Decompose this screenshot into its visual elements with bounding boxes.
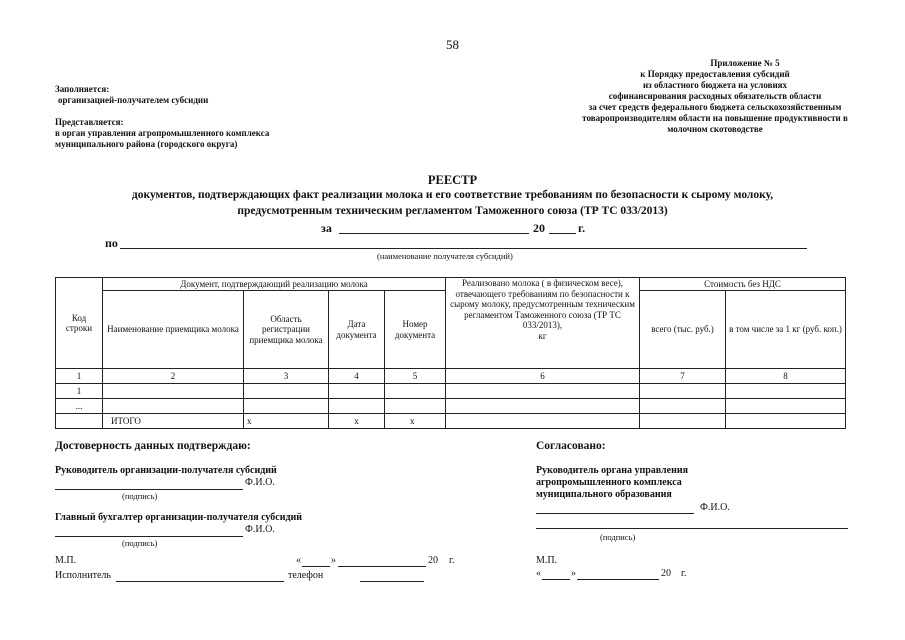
agreed-fio: Ф.И.О.: [700, 502, 730, 513]
total-sum[interactable]: [640, 414, 726, 429]
col-number-5: 5: [385, 369, 446, 384]
col-number-1: 1: [56, 369, 103, 384]
agreed-year-suffix: г.: [681, 568, 687, 579]
page-number: 58: [446, 37, 459, 52]
title-line-2: предусмотренным техническим регламентом Таможенного союза (ТР ТС 033/2013): [237, 205, 668, 217]
accountant-label: Главный бухгалтер организации-получателя субсидий: [55, 512, 303, 523]
accountant-signature-line[interactable]: [55, 536, 243, 537]
agreed-date-close: »: [571, 568, 576, 579]
recipient-name-blank[interactable]: [120, 248, 807, 249]
appendix-line-5: товаропроизводителям области на повышение продуктивности в: [582, 113, 848, 123]
cell-number[interactable]: [385, 384, 446, 399]
cell-date[interactable]: [329, 384, 385, 399]
submitted-to-label: Представляется:: [55, 117, 124, 127]
title-line-1: документов, подтверждающих факт реализации молока и его соответствие требованиям по безопасности к сырому молоку,: [131, 189, 774, 201]
header-sold: Реализовано молока ( в физическом весе), отвечающего требованиям по безопасности к сырому молоку, предусмотренным техническим регламентом Таможенного союза (ТР ТС 033/2013),: [450, 278, 635, 330]
cell-acceptor[interactable]: [103, 399, 244, 414]
appendix-line-1: к Порядку предоставления субсидий: [640, 69, 790, 79]
confirm-date-open: «: [296, 555, 301, 566]
header-group-document: Документ, подтверждающий реализацию молока: [103, 278, 446, 291]
total-x-number: х: [385, 414, 446, 429]
cell-per-kg[interactable]: [726, 399, 846, 414]
agreed-line-1: Руководитель органа управления: [536, 465, 689, 476]
cell-total[interactable]: [640, 384, 726, 399]
appendix-line-6: молочном скотоводстве: [667, 124, 763, 134]
recipient-by-label: по: [105, 236, 118, 250]
period-prefix: за: [321, 221, 332, 235]
confirm-date-close: »: [331, 555, 336, 566]
phone-blank[interactable]: [360, 581, 424, 582]
phone-label: телефон: [288, 570, 324, 581]
submitted-to-line-2: муниципального района (городского округа): [55, 139, 238, 149]
cell-number[interactable]: [385, 399, 446, 414]
header-acceptor: Наименование приемщика молока: [103, 291, 244, 369]
confirm-day-blank[interactable]: [302, 566, 330, 567]
agreed-signature-caption: (подпись): [600, 532, 636, 542]
appendix-title: Приложение № 5: [710, 58, 780, 68]
agreed-second-line[interactable]: [536, 528, 848, 529]
recipient-caption: (наименование получателя субсидий): [377, 251, 513, 261]
total-x-date: х: [329, 414, 385, 429]
cell-region[interactable]: [244, 384, 329, 399]
confirm-year-prefix: 20: [428, 555, 438, 566]
col-number-6: 6: [446, 369, 640, 384]
cell-sold[interactable]: [446, 399, 640, 414]
col-number-8: 8: [726, 369, 846, 384]
agreed-day-blank[interactable]: [542, 579, 570, 580]
period-blank[interactable]: [339, 233, 529, 234]
cell-acceptor[interactable]: [103, 384, 244, 399]
table-row: [56, 399, 846, 414]
agreed-date-open: «: [536, 568, 541, 579]
total-label: ИТОГО: [103, 414, 244, 429]
cell-per-kg[interactable]: [726, 384, 846, 399]
agreed-signature-line[interactable]: [536, 513, 694, 514]
executor-blank[interactable]: [116, 581, 284, 582]
filled-by-label: Заполняется:: [55, 84, 110, 94]
appendix-line-3: софинансирования расходных обязательств области: [608, 91, 822, 101]
executor-label: Исполнитель: [55, 570, 111, 581]
header-date: Дата документа: [329, 291, 385, 369]
cell-total[interactable]: [640, 399, 726, 414]
total-sold[interactable]: [446, 414, 640, 429]
agreed-year-prefix: 20: [661, 568, 671, 579]
header-group-cost: Стоимость без НДС: [640, 278, 846, 291]
header-code: Код строки: [56, 278, 103, 369]
accountant-fio: Ф.И.О.: [245, 524, 275, 535]
agreed-line-2: агропромышленного комплекса: [536, 477, 682, 488]
header-number: Номер документа: [385, 291, 446, 369]
total-code-cell: [56, 414, 103, 429]
filled-by-value: организацией-получателем субсидии: [58, 95, 209, 105]
col-number-3: 3: [244, 369, 329, 384]
accountant-signature-caption: (подпись): [122, 538, 158, 548]
header-region: Область регистрации приемщика молока: [244, 291, 329, 369]
table-total-row: [56, 414, 846, 429]
registry-table: [55, 277, 846, 429]
head-signature-caption: (подпись): [122, 491, 158, 501]
row-code: ...: [56, 399, 103, 414]
col-number-4: 4: [329, 369, 385, 384]
head-label: Руководитель организации-получателя субсидий: [55, 465, 277, 476]
appendix-line-2: из областного бюджета на условиях: [642, 80, 788, 90]
agreed-stamp: М.П.: [536, 555, 558, 566]
cell-date[interactable]: [329, 399, 385, 414]
document-title: РЕЕСТР: [427, 173, 478, 187]
cell-sold[interactable]: [446, 384, 640, 399]
confirm-month-blank[interactable]: [338, 566, 426, 567]
submitted-to-line-1: в орган управления агропромышленного комплекса: [55, 128, 270, 138]
appendix-block: [545, 58, 885, 135]
total-x-region: х: [244, 414, 329, 429]
agreed-heading: Согласовано:: [536, 440, 606, 452]
period-year-blank[interactable]: [549, 233, 576, 234]
cell-region[interactable]: [244, 399, 329, 414]
period-year-prefix: 20: [533, 221, 545, 235]
confirm-heading: Достоверность данных подтверждаю:: [55, 440, 251, 452]
table-row: [56, 384, 846, 399]
head-fio: Ф.И.О.: [245, 477, 275, 488]
header-sold-unit: кг: [538, 330, 547, 341]
header-per-kg: в том числе за 1 кг (руб. коп.): [726, 291, 846, 369]
agreed-month-blank[interactable]: [577, 579, 659, 580]
appendix-line-4: за счет средств федерального бюджета сельскохозяйственным: [588, 102, 842, 112]
confirm-stamp: М.П.: [55, 555, 77, 566]
head-signature-line[interactable]: [55, 489, 243, 490]
header-sold-cell: [446, 278, 640, 369]
period-year-suffix: г.: [578, 221, 586, 235]
row-code: 1: [56, 384, 103, 399]
agreed-line-3: муниципального образования: [536, 489, 672, 500]
header-total: всего (тыс. руб.): [640, 291, 726, 369]
total-per-kg[interactable]: [726, 414, 846, 429]
col-number-2: 2: [103, 369, 244, 384]
confirm-year-suffix: г.: [449, 555, 455, 566]
table-numbers-row: [56, 369, 846, 384]
col-number-7: 7: [640, 369, 726, 384]
